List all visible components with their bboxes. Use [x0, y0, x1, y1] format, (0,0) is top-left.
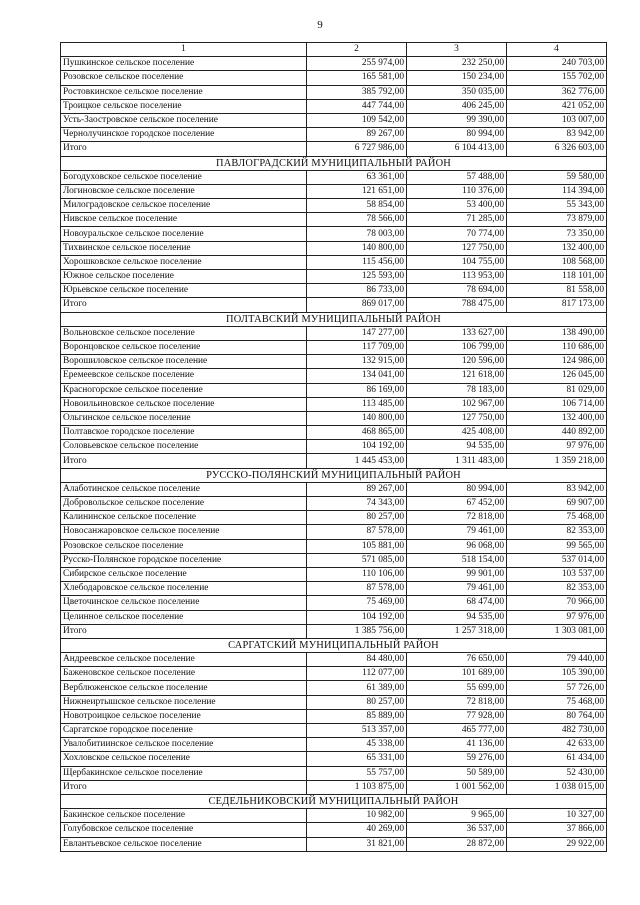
- value-col2-cell: 513 357,00: [307, 724, 407, 738]
- value-col3-cell: 104 755,00: [407, 255, 507, 269]
- value-col4-cell: 80 764,00: [507, 709, 607, 723]
- value-col4-cell: 81 558,00: [507, 284, 607, 298]
- settlement-name-cell: Новоильиновское сельское поселение: [61, 397, 307, 411]
- table-row: [61, 241, 607, 255]
- value-col4-cell: 97 976,00: [507, 610, 607, 624]
- value-col4-cell: 103 537,00: [507, 567, 607, 581]
- value-col3-cell: 113 953,00: [407, 270, 507, 284]
- value-col3-cell: 102 967,00: [407, 397, 507, 411]
- value-col4-cell: 440 892,00: [507, 426, 607, 440]
- value-col4-cell: 83 942,00: [507, 482, 607, 496]
- table-row: [61, 340, 607, 354]
- settlement-name-cell: Нижнеиртышское сельское поселение: [61, 695, 307, 709]
- value-col3-cell: 120 596,00: [407, 355, 507, 369]
- value-col2-cell: 61 389,00: [307, 681, 407, 695]
- value-col3-cell: 72 818,00: [407, 695, 507, 709]
- value-col4-cell: 75 468,00: [507, 511, 607, 525]
- value-col4-cell: 421 052,00: [507, 99, 607, 113]
- settlement-name-cell: Щербакинское сельское поселение: [61, 766, 307, 780]
- settlement-name-cell: Хлебодаровское сельское поселение: [61, 582, 307, 596]
- settlement-name-cell: Пушкинское сельское поселение: [61, 57, 307, 71]
- value-col2-cell: 31 821,00: [307, 837, 407, 851]
- header-cell: 4: [507, 43, 607, 57]
- value-col4-cell: 42 633,00: [507, 738, 607, 752]
- value-col3-cell: 57 488,00: [407, 170, 507, 184]
- value-col4-cell: 1 038 015,00: [507, 780, 607, 794]
- settlement-name-cell: Ворошиловское сельское поселение: [61, 355, 307, 369]
- settlement-name-cell: Алаботинское сельское поселение: [61, 482, 307, 496]
- table-row: [61, 227, 607, 241]
- value-col2-cell: 140 800,00: [307, 411, 407, 425]
- value-col3-cell: 28 872,00: [407, 837, 507, 851]
- value-col4-cell: 240 703,00: [507, 57, 607, 71]
- table-row: [61, 128, 607, 142]
- table-row: [61, 653, 607, 667]
- value-col2-cell: 117 709,00: [307, 340, 407, 354]
- value-col3-cell: 55 699,00: [407, 681, 507, 695]
- table-row: [61, 482, 607, 496]
- value-col4-cell: 10 327,00: [507, 809, 607, 823]
- value-col3-cell: 67 452,00: [407, 497, 507, 511]
- value-col3-cell: 425 408,00: [407, 426, 507, 440]
- value-col2-cell: 1 385 756,00: [307, 624, 407, 638]
- value-col2-cell: 121 651,00: [307, 184, 407, 198]
- settlement-name-cell: Ольгинское сельское поселение: [61, 411, 307, 425]
- table-row: [61, 695, 607, 709]
- settlement-name-cell: Вольновское сельское поселение: [61, 326, 307, 340]
- value-col2-cell: 468 865,00: [307, 426, 407, 440]
- value-col4-cell: 52 430,00: [507, 766, 607, 780]
- value-col4-cell: 124 986,00: [507, 355, 607, 369]
- table-header-row: [61, 43, 607, 57]
- table-row: [61, 397, 607, 411]
- settlement-name-cell: Полтавское городское поселение: [61, 426, 307, 440]
- settlement-name-cell: Чернолучинское городское поселение: [61, 128, 307, 142]
- table-row: [61, 553, 607, 567]
- value-col2-cell: 89 267,00: [307, 482, 407, 496]
- settlement-name-cell: Ростовкинское сельское поселение: [61, 85, 307, 99]
- value-col4-cell: 82 353,00: [507, 582, 607, 596]
- value-col4-cell: 59 580,00: [507, 170, 607, 184]
- value-col2-cell: 571 085,00: [307, 553, 407, 567]
- table-row: [61, 567, 607, 581]
- table-row: [61, 582, 607, 596]
- value-col3-cell: 80 994,00: [407, 128, 507, 142]
- settlement-name-cell: Итого: [61, 142, 307, 156]
- district-section-row: [61, 794, 607, 808]
- value-col4-cell: 79 440,00: [507, 653, 607, 667]
- value-col3-cell: 1 311 483,00: [407, 454, 507, 468]
- value-col4-cell: 73 350,00: [507, 227, 607, 241]
- value-col2-cell: 104 192,00: [307, 440, 407, 454]
- value-col3-cell: 70 774,00: [407, 227, 507, 241]
- value-col4-cell: 103 007,00: [507, 113, 607, 127]
- value-col2-cell: 85 889,00: [307, 709, 407, 723]
- value-col2-cell: 78 003,00: [307, 227, 407, 241]
- settlement-name-cell: Цветочинское сельское поселение: [61, 596, 307, 610]
- value-col2-cell: 58 854,00: [307, 199, 407, 213]
- district-section-row: [61, 312, 607, 326]
- value-col3-cell: 788 475,00: [407, 298, 507, 312]
- table-row: [61, 610, 607, 624]
- value-col2-cell: 55 757,00: [307, 766, 407, 780]
- value-col4-cell: 132 400,00: [507, 241, 607, 255]
- value-col3-cell: 101 689,00: [407, 667, 507, 681]
- budget-table: [60, 42, 607, 852]
- value-col2-cell: 125 593,00: [307, 270, 407, 284]
- district-title: ПАВЛОГРАДСКИЙ МУНИЦИПАЛЬНЫЙ РАЙОН: [61, 156, 607, 170]
- value-col3-cell: 127 750,00: [407, 241, 507, 255]
- settlement-name-cell: Саргатское городское поселение: [61, 724, 307, 738]
- table-row: [61, 184, 607, 198]
- table-row: [61, 823, 607, 837]
- value-col2-cell: 115 456,00: [307, 255, 407, 269]
- settlement-name-cell: Розовское сельское поселение: [61, 71, 307, 85]
- value-col4-cell: 73 879,00: [507, 213, 607, 227]
- value-col2-cell: 1 103 875,00: [307, 780, 407, 794]
- total-row: [61, 454, 607, 468]
- value-col2-cell: 87 578,00: [307, 525, 407, 539]
- value-col2-cell: 89 267,00: [307, 128, 407, 142]
- value-col3-cell: 99 901,00: [407, 567, 507, 581]
- value-col3-cell: 78 183,00: [407, 383, 507, 397]
- value-col2-cell: 86 733,00: [307, 284, 407, 298]
- value-col3-cell: 94 535,00: [407, 440, 507, 454]
- value-col4-cell: 55 343,00: [507, 199, 607, 213]
- table-row: [61, 539, 607, 553]
- settlement-name-cell: Целинное сельское поселение: [61, 610, 307, 624]
- settlement-name-cell: Итого: [61, 454, 307, 468]
- value-col4-cell: 1 303 081,00: [507, 624, 607, 638]
- settlement-name-cell: Хохловское сельское поселение: [61, 752, 307, 766]
- table-row: [61, 709, 607, 723]
- value-col4-cell: 110 686,00: [507, 340, 607, 354]
- value-col4-cell: 69 907,00: [507, 497, 607, 511]
- settlement-name-cell: Южное сельское поселение: [61, 270, 307, 284]
- district-title: САРГАТСКИЙ МУНИЦИПАЛЬНЫЙ РАЙОН: [61, 638, 607, 652]
- district-title: ПОЛТАВСКИЙ МУНИЦИПАЛЬНЫЙ РАЙОН: [61, 312, 607, 326]
- value-col3-cell: 350 035,00: [407, 85, 507, 99]
- table-row: [61, 369, 607, 383]
- value-col3-cell: 77 928,00: [407, 709, 507, 723]
- table-row: [61, 326, 607, 340]
- value-col2-cell: 134 041,00: [307, 369, 407, 383]
- value-col3-cell: 110 376,00: [407, 184, 507, 198]
- value-col4-cell: 138 490,00: [507, 326, 607, 340]
- value-col4-cell: 61 434,00: [507, 752, 607, 766]
- district-section-row: [61, 638, 607, 652]
- value-col3-cell: 59 276,00: [407, 752, 507, 766]
- value-col3-cell: 41 136,00: [407, 738, 507, 752]
- value-col3-cell: 99 390,00: [407, 113, 507, 127]
- table-row: [61, 440, 607, 454]
- settlement-name-cell: Соловьевское сельское поселение: [61, 440, 307, 454]
- value-col2-cell: 74 343,00: [307, 497, 407, 511]
- value-col2-cell: 1 445 453,00: [307, 454, 407, 468]
- value-col2-cell: 140 800,00: [307, 241, 407, 255]
- value-col2-cell: 104 192,00: [307, 610, 407, 624]
- value-col3-cell: 133 627,00: [407, 326, 507, 340]
- value-col3-cell: 406 245,00: [407, 99, 507, 113]
- value-col4-cell: 82 353,00: [507, 525, 607, 539]
- value-col3-cell: 150 234,00: [407, 71, 507, 85]
- value-col4-cell: 97 976,00: [507, 440, 607, 454]
- value-col3-cell: 36 537,00: [407, 823, 507, 837]
- value-col4-cell: 817 173,00: [507, 298, 607, 312]
- value-col2-cell: 45 338,00: [307, 738, 407, 752]
- table-row: [61, 752, 607, 766]
- table-row: [61, 724, 607, 738]
- table-row: [61, 199, 607, 213]
- district-title: СЕДЕЛЬНИКОВСКИЙ МУНИЦИПАЛЬНЫЙ РАЙОН: [61, 794, 607, 808]
- settlement-name-cell: Увалобитиинское сельское поселение: [61, 738, 307, 752]
- value-col2-cell: 80 257,00: [307, 511, 407, 525]
- value-col3-cell: 94 535,00: [407, 610, 507, 624]
- header-cell: 2: [307, 43, 407, 57]
- value-col2-cell: 10 982,00: [307, 809, 407, 823]
- value-col2-cell: 86 169,00: [307, 383, 407, 397]
- value-col3-cell: 72 818,00: [407, 511, 507, 525]
- table-row: [61, 809, 607, 823]
- value-col3-cell: 76 650,00: [407, 653, 507, 667]
- table-row: [61, 596, 607, 610]
- table-row: [61, 426, 607, 440]
- value-col2-cell: 63 361,00: [307, 170, 407, 184]
- settlement-name-cell: Верблюженское сельское поселение: [61, 681, 307, 695]
- table-row: [61, 270, 607, 284]
- table-row: [61, 85, 607, 99]
- settlement-name-cell: Новосанжаровское сельское поселение: [61, 525, 307, 539]
- value-col4-cell: 1 359 218,00: [507, 454, 607, 468]
- value-col4-cell: 106 714,00: [507, 397, 607, 411]
- header-cell: 1: [61, 43, 307, 57]
- district-title: РУССКО-ПОЛЯНСКИЙ МУНИЦИПАЛЬНЫЙ РАЙОН: [61, 468, 607, 482]
- value-col2-cell: 447 744,00: [307, 99, 407, 113]
- district-section-row: [61, 156, 607, 170]
- value-col4-cell: 81 029,00: [507, 383, 607, 397]
- value-col3-cell: 121 618,00: [407, 369, 507, 383]
- district-section-row: [61, 468, 607, 482]
- total-row: [61, 142, 607, 156]
- table-row: [61, 667, 607, 681]
- table-row: [61, 57, 607, 71]
- table-row: [61, 497, 607, 511]
- settlement-name-cell: Еремеевское сельское поселение: [61, 369, 307, 383]
- header-cell: 3: [407, 43, 507, 57]
- total-row: [61, 780, 607, 794]
- value-col3-cell: 127 750,00: [407, 411, 507, 425]
- value-col3-cell: 465 777,00: [407, 724, 507, 738]
- settlement-name-cell: Юрьевское сельское поселение: [61, 284, 307, 298]
- value-col2-cell: 84 480,00: [307, 653, 407, 667]
- value-col3-cell: 1 001 562,00: [407, 780, 507, 794]
- value-col3-cell: 50 589,00: [407, 766, 507, 780]
- value-col3-cell: 53 400,00: [407, 199, 507, 213]
- settlement-name-cell: Добровольское сельское поселение: [61, 497, 307, 511]
- value-col2-cell: 132 915,00: [307, 355, 407, 369]
- total-row: [61, 624, 607, 638]
- table-row: [61, 383, 607, 397]
- settlement-name-cell: Новоуральское сельское поселение: [61, 227, 307, 241]
- value-col3-cell: 79 461,00: [407, 582, 507, 596]
- value-col3-cell: 9 965,00: [407, 809, 507, 823]
- table-row: [61, 766, 607, 780]
- value-col4-cell: 29 922,00: [507, 837, 607, 851]
- value-col4-cell: 118 101,00: [507, 270, 607, 284]
- value-col4-cell: 114 394,00: [507, 184, 607, 198]
- table-row: [61, 738, 607, 752]
- value-col4-cell: 83 942,00: [507, 128, 607, 142]
- value-col3-cell: 80 994,00: [407, 482, 507, 496]
- settlement-name-cell: Хорошковское сельское поселение: [61, 255, 307, 269]
- table-row: [61, 255, 607, 269]
- value-col4-cell: 6 326 603,00: [507, 142, 607, 156]
- settlement-name-cell: Логиновское сельское поселение: [61, 184, 307, 198]
- table-row: [61, 71, 607, 85]
- value-col2-cell: 147 277,00: [307, 326, 407, 340]
- table-row: [61, 837, 607, 851]
- settlement-name-cell: Усть-Заостровское сельское поселение: [61, 113, 307, 127]
- settlement-name-cell: Новотроицкое сельское поселение: [61, 709, 307, 723]
- settlement-name-cell: Воронцовское сельское поселение: [61, 340, 307, 354]
- value-col2-cell: 78 566,00: [307, 213, 407, 227]
- page-number: 9: [317, 19, 323, 31]
- table-row: [61, 284, 607, 298]
- settlement-name-cell: Калининское сельское поселение: [61, 511, 307, 525]
- settlement-name-cell: Нивское сельское поселение: [61, 213, 307, 227]
- settlement-name-cell: Итого: [61, 298, 307, 312]
- settlement-name-cell: Голубовское сельское поселение: [61, 823, 307, 837]
- table-row: [61, 213, 607, 227]
- table-row: [61, 355, 607, 369]
- table-row: [61, 681, 607, 695]
- table-row: [61, 511, 607, 525]
- value-col2-cell: 113 485,00: [307, 397, 407, 411]
- value-col4-cell: 70 966,00: [507, 596, 607, 610]
- value-col2-cell: 869 017,00: [307, 298, 407, 312]
- value-col3-cell: 79 461,00: [407, 525, 507, 539]
- value-col4-cell: 57 726,00: [507, 681, 607, 695]
- value-col4-cell: 75 468,00: [507, 695, 607, 709]
- value-col4-cell: 37 866,00: [507, 823, 607, 837]
- total-row: [61, 298, 607, 312]
- value-col2-cell: 80 257,00: [307, 695, 407, 709]
- value-col3-cell: 518 154,00: [407, 553, 507, 567]
- value-col3-cell: 232 250,00: [407, 57, 507, 71]
- table-body: [61, 43, 607, 852]
- settlement-name-cell: Розовское сельское поселение: [61, 539, 307, 553]
- value-col4-cell: 126 045,00: [507, 369, 607, 383]
- settlement-name-cell: Милоградовское сельское поселение: [61, 199, 307, 213]
- settlement-name-cell: Троицкое сельское поселение: [61, 99, 307, 113]
- settlement-name-cell: Евлантьевское сельское поселение: [61, 837, 307, 851]
- settlement-name-cell: Баженовское сельское поселение: [61, 667, 307, 681]
- settlement-name-cell: Бакинское сельское поселение: [61, 809, 307, 823]
- value-col3-cell: 78 694,00: [407, 284, 507, 298]
- value-col4-cell: 99 565,00: [507, 539, 607, 553]
- value-col2-cell: 6 727 986,00: [307, 142, 407, 156]
- value-col2-cell: 165 581,00: [307, 71, 407, 85]
- settlement-name-cell: Сибирское сельское поселение: [61, 567, 307, 581]
- table-row: [61, 411, 607, 425]
- value-col2-cell: 40 269,00: [307, 823, 407, 837]
- table-row: [61, 113, 607, 127]
- settlement-name-cell: Андреевское сельское поселение: [61, 653, 307, 667]
- value-col3-cell: 106 799,00: [407, 340, 507, 354]
- value-col3-cell: 6 104 413,00: [407, 142, 507, 156]
- value-col3-cell: 71 285,00: [407, 213, 507, 227]
- table-row: [61, 170, 607, 184]
- value-col3-cell: 1 257 318,00: [407, 624, 507, 638]
- settlement-name-cell: Русско-Полянское городское поселение: [61, 553, 307, 567]
- value-col2-cell: 255 974,00: [307, 57, 407, 71]
- value-col2-cell: 65 331,00: [307, 752, 407, 766]
- value-col2-cell: 105 881,00: [307, 539, 407, 553]
- value-col2-cell: 109 542,00: [307, 113, 407, 127]
- settlement-name-cell: Красногорское сельское поселение: [61, 383, 307, 397]
- value-col4-cell: 362 776,00: [507, 85, 607, 99]
- table-row: [61, 525, 607, 539]
- value-col2-cell: 110 106,00: [307, 567, 407, 581]
- settlement-name-cell: Итого: [61, 780, 307, 794]
- value-col3-cell: 96 068,00: [407, 539, 507, 553]
- value-col4-cell: 155 702,00: [507, 71, 607, 85]
- table-row: [61, 99, 607, 113]
- value-col2-cell: 385 792,00: [307, 85, 407, 99]
- value-col4-cell: 132 400,00: [507, 411, 607, 425]
- value-col4-cell: 105 390,00: [507, 667, 607, 681]
- settlement-name-cell: Тихвинское сельское поселение: [61, 241, 307, 255]
- settlement-name-cell: Итого: [61, 624, 307, 638]
- value-col2-cell: 112 077,00: [307, 667, 407, 681]
- value-col4-cell: 482 730,00: [507, 724, 607, 738]
- value-col4-cell: 108 568,00: [507, 255, 607, 269]
- value-col2-cell: 75 469,00: [307, 596, 407, 610]
- settlement-name-cell: Богодуховское сельское поселение: [61, 170, 307, 184]
- value-col4-cell: 537 014,00: [507, 553, 607, 567]
- value-col2-cell: 87 578,00: [307, 582, 407, 596]
- value-col3-cell: 68 474,00: [407, 596, 507, 610]
